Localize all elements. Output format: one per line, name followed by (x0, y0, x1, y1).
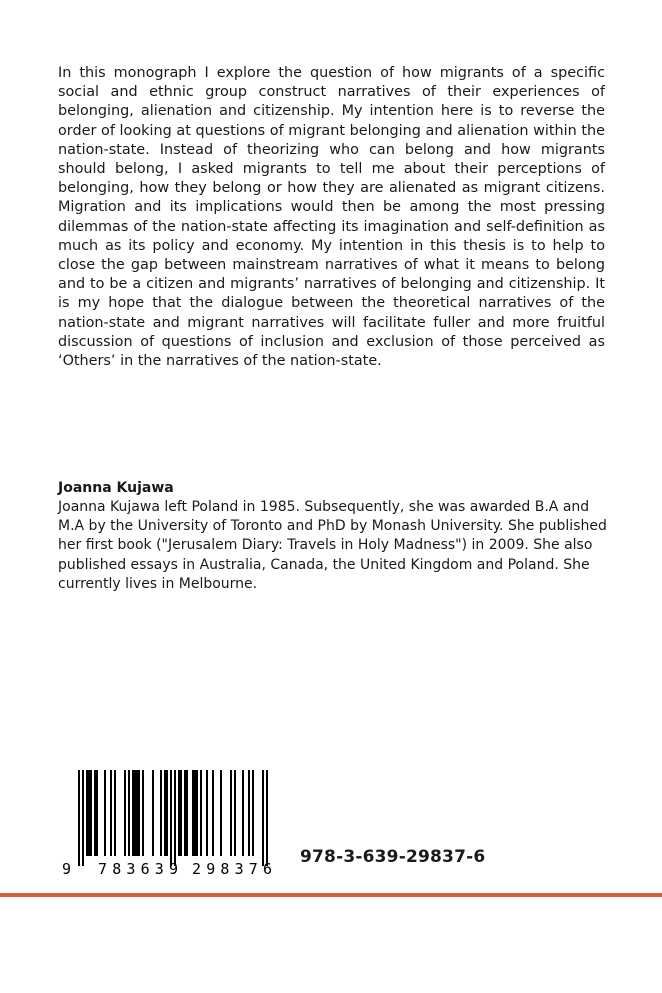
barcode-bar (88, 770, 90, 856)
barcode-bar (230, 770, 232, 856)
barcode-bar (184, 770, 186, 856)
barcode-bar (78, 770, 80, 866)
barcode-bar (132, 770, 134, 856)
barcode-bar (128, 770, 130, 856)
barcode-bar (114, 770, 116, 856)
barcode-bar (192, 770, 194, 856)
barcode-bar (180, 770, 182, 856)
barcode-bar (90, 770, 92, 856)
barcode-bar (248, 770, 250, 856)
barcode-bar (174, 770, 176, 866)
barcode-bar (220, 770, 222, 856)
author-bio: Joanna Kujawa left Poland in 1985. Subsequently, she was awarded B.A and M.A by the University of Toronto and PhD by Monash University. She published her first book ("Jerusalem Diary: Travels in Holy Madness") in 2009. She also published essays in Australia, Canada, the United Kingdom and Poland. She currently lives in Melbourne. (58, 499, 607, 592)
barcode-bars (78, 770, 268, 866)
barcode-bar (178, 770, 180, 856)
barcode-bar (196, 770, 198, 856)
barcode-bar (206, 770, 208, 856)
barcode-bar (96, 770, 98, 856)
author-name: Joanna Kujawa (58, 480, 174, 496)
barcode-bar (262, 770, 264, 866)
bottom-accent-rule (0, 893, 662, 897)
barcode-bar (136, 770, 138, 856)
barcode-left-digits: 783639 (98, 860, 178, 878)
barcode-bar (138, 770, 140, 856)
barcode-bar (200, 770, 202, 856)
isbn-number: 978-3-639-29837-6 (300, 847, 486, 867)
barcode-bar (94, 770, 96, 856)
barcode-bar (82, 770, 84, 866)
isbn-barcode (58, 770, 284, 878)
barcode-bar (194, 770, 196, 856)
abstract-text: In this monograph I explore the question of how migrants of a specific social and ethnic group construct narratives of their experiences of belonging, alienation and citizenship. My intention here is to reverse the order of looking at questions of migrant belonging and alienation within the nation-state. Instead of theorizing who can belong and how migrants should belong, I asked migrants to tell me about their perceptions of belonging, how they belong or how they are alienated as migrant citizens. Migration and its implications would then be among the most pressing dilemmas of the nation-state affecting its imagination and self-definition as much as its policy and economy. My intention in this thesis is to help to close the gap between mainstream narratives of what it means to belong and to be a citizen and migrants’ narratives of belonging and citizenship. It is my hope that the dialogue between the theoretical narratives of the nation-state and migrant narratives will facilitate fuller and more fruitful discussion of questions of inclusion and exclusion of those perceived as ‘Others’ in the narratives of the nation-state. (58, 65, 605, 370)
barcode-bar (134, 770, 136, 856)
barcode-bar (86, 770, 88, 856)
barcode-bar (212, 770, 214, 856)
barcode-bar (110, 770, 112, 856)
barcode-bar (160, 770, 162, 856)
barcode-bar (186, 770, 188, 856)
barcode-bar (104, 770, 106, 856)
barcode-bar (124, 770, 126, 856)
barcode-bar (166, 770, 168, 856)
barcode-bar (234, 770, 236, 856)
barcode-lead-digit: 9 (62, 860, 72, 878)
barcode-bar (152, 770, 154, 856)
barcode-bar (170, 770, 172, 866)
barcode-right-digits: 298376 (192, 860, 272, 878)
author-section (58, 479, 613, 594)
barcode-bar (164, 770, 166, 856)
barcode-bar (252, 770, 254, 856)
barcode-bar (142, 770, 144, 856)
barcode-bar (266, 770, 268, 866)
barcode-bar (242, 770, 244, 856)
